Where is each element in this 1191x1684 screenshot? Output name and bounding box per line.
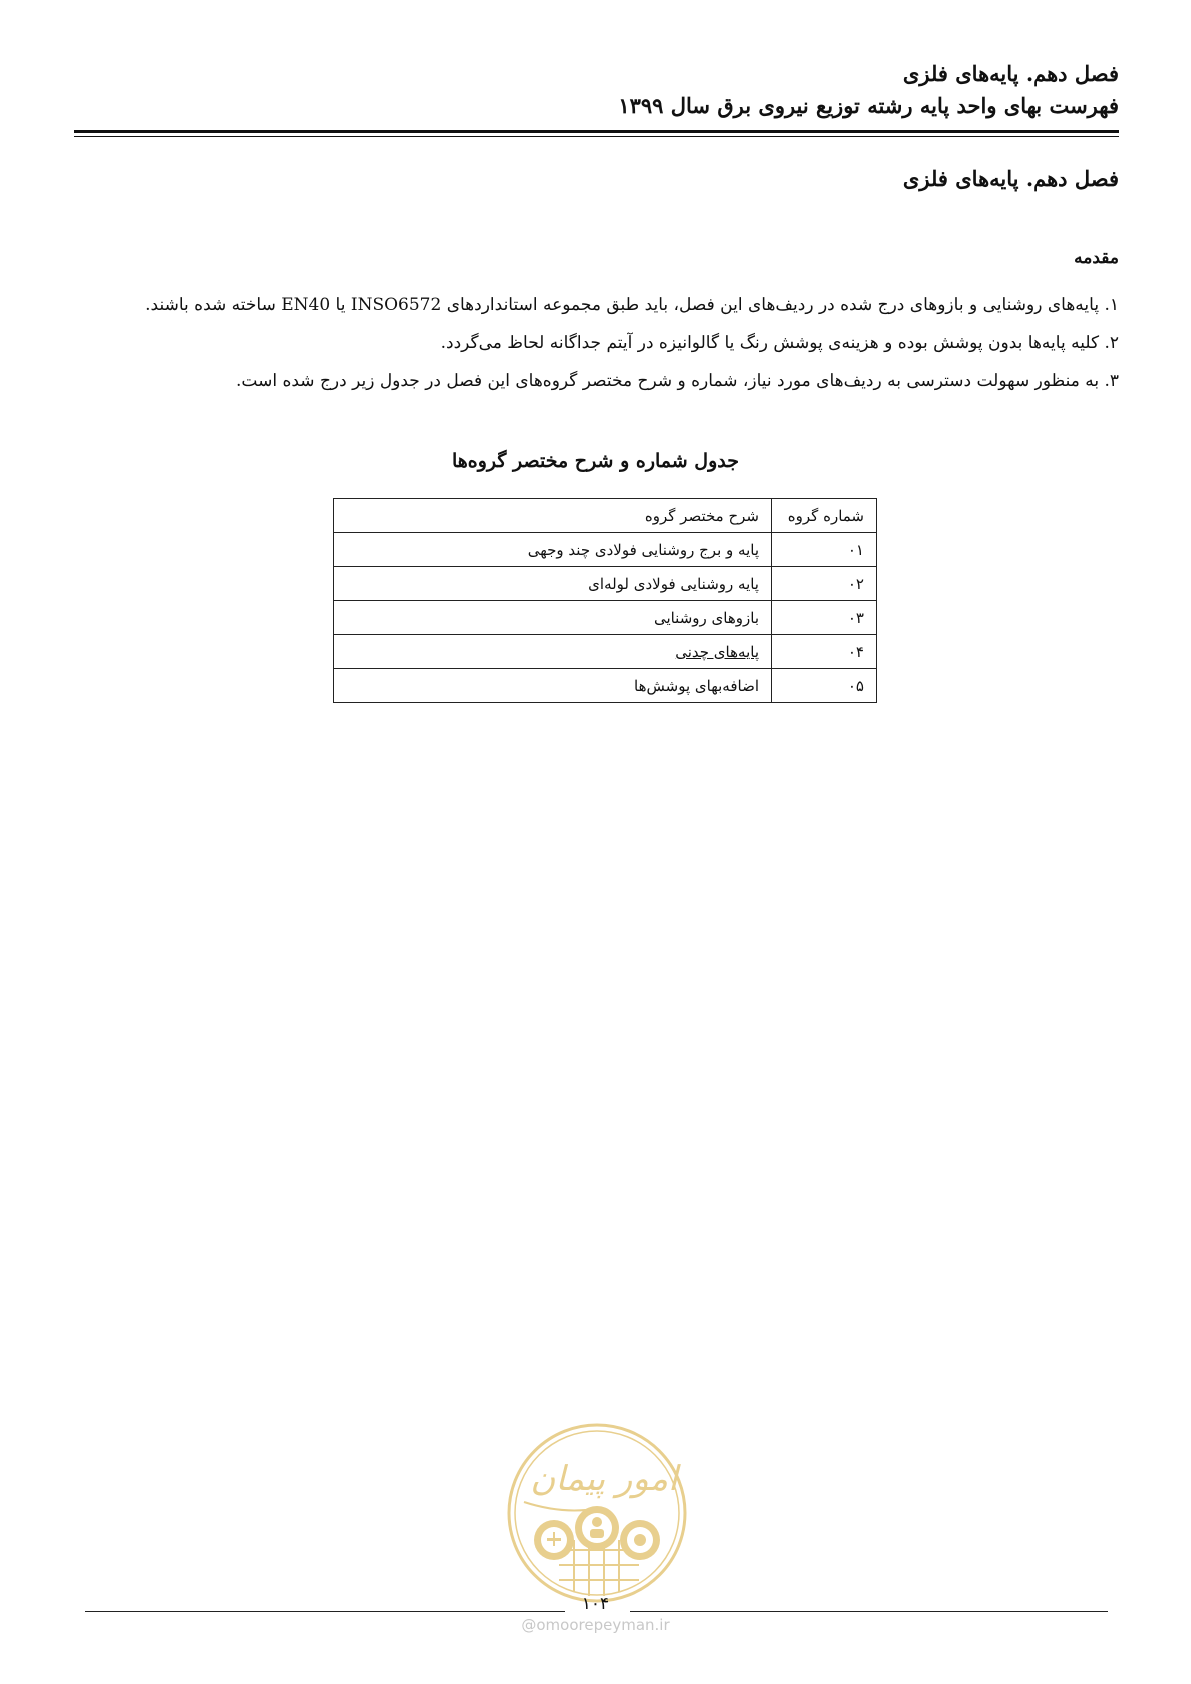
group-number: ۰۱ (772, 533, 877, 567)
group-number: ۰۳ (772, 601, 877, 635)
header-chapter: فصل دهم. پایه‌های فلزی (902, 61, 1119, 86)
running-header (69, 58, 1119, 122)
group-description: پایه و برج روشنایی فولادی چند وجهی (334, 533, 772, 567)
intro-item-3: ۳. به منظور سهولت دسترسی به ردیف‌های مورد نیاز، شماره و شرح مختصر گروه‌های این فصل در جدول زیر درج شده است. (236, 371, 1119, 391)
header-document-title: فهرست بهای واحد پایه رشته توزیع نیروی برق سال ۱۳۹۹ (618, 93, 1119, 118)
chapter-title: فصل دهم. پایه‌های فلزی (902, 166, 1119, 191)
watermark-logo-text: امور پیمان (530, 1459, 678, 1499)
group-description: بازوهای روشنایی (334, 601, 772, 635)
groups-table (333, 498, 877, 703)
table-header-row (334, 499, 877, 533)
intro-list (59, 286, 1119, 400)
table-row (334, 533, 877, 567)
watermark-site: @omoorepeyman.ir (521, 1616, 670, 1634)
group-description: پایه‌های چدنی (334, 635, 772, 669)
intro-item-1: ۱. پایه‌های روشنایی و بازوهای درج شده در ردیف‌های این فصل، باید طبق مجموعه استانداردهای INSO6572 یا EN40 ساخته شده باشند. (145, 295, 1119, 315)
header-group-number: شماره گروه (772, 499, 877, 533)
header-group-description: شرح مختصر گروه (334, 499, 772, 533)
group-number: ۰۵ (772, 669, 877, 703)
header-rule-thin (74, 136, 1119, 137)
group-number: ۰۴ (772, 635, 877, 669)
intro-heading: مقدمه (1074, 248, 1119, 268)
group-description: اضافه‌بهای پوشش‌ها (334, 669, 772, 703)
table-row (334, 601, 877, 635)
table-row (334, 669, 877, 703)
intro-item-2: ۲. کلیه پایه‌ها بدون پوشش بوده و هزینه‌ی پوشش رنگ یا گالوانیزه در آیتم جداگانه لحاظ می‌گردد. (440, 333, 1119, 353)
group-description: پایه روشنایی فولادی لوله‌ای (334, 567, 772, 601)
table-caption: جدول شماره و شرح مختصر گروه‌ها (451, 450, 740, 472)
page-number: ۱۰۴ (581, 1594, 610, 1614)
table-row (334, 567, 877, 601)
group-number: ۰۲ (772, 567, 877, 601)
header-rule-thick (74, 130, 1119, 133)
watermark-logo-icon (504, 1420, 690, 1606)
table-row (334, 635, 877, 669)
